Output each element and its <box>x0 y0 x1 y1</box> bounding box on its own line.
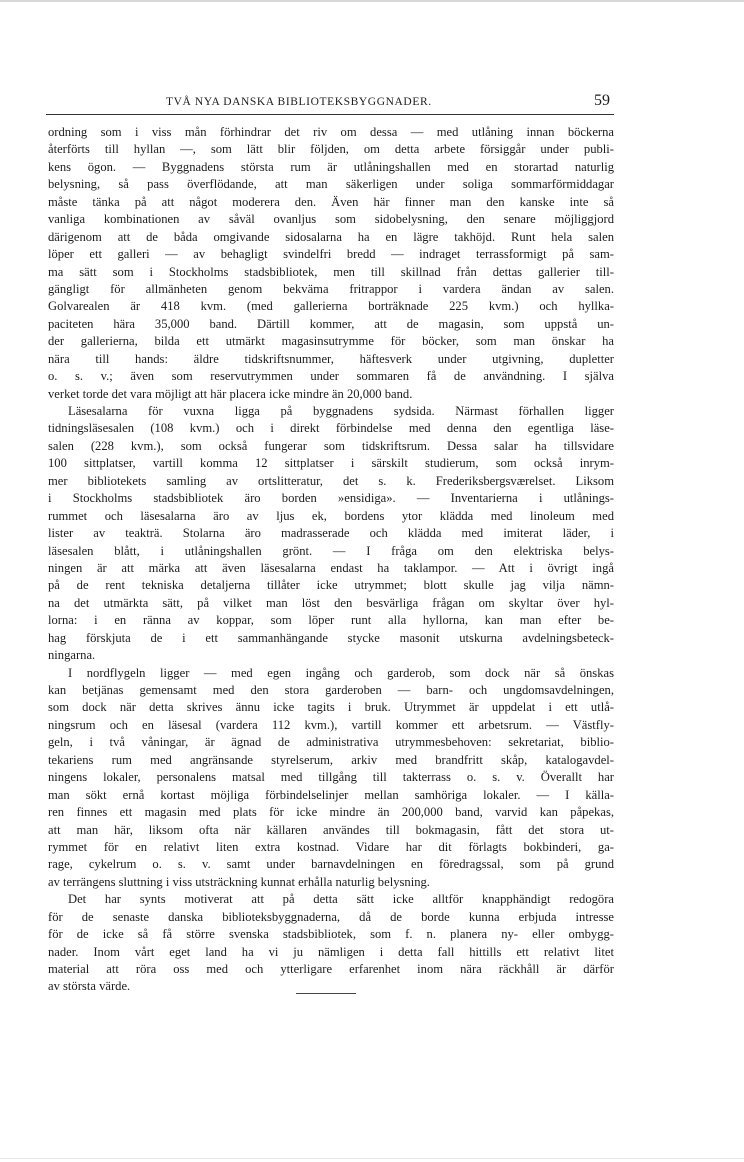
text-line: ren finnes ett magasin med plats för icke mindre än 200,000 band, varvid kan påpekas, <box>48 805 614 820</box>
text-line: för de senaste danska biblioteksbyggnaderna, då de borde kunna erbjuda intresse <box>48 909 614 924</box>
text-line: att man här, liksom ofta när källaren användes till bokmagasin, fått det stora ut- <box>48 822 614 837</box>
text-line: som dock när detta skrives ännu icke tagits i bruk. Utrymmet är uppdelat i ett utlå- <box>48 700 614 715</box>
text-line: på de rent tekniska detaljerna tillåter icke utrymmet; blott skulle jag vilja nämn- <box>48 578 614 593</box>
text-line: i Stockholms stadsbibliotek äro borden »ensidiga». — Inventarierna i utlånings- <box>48 491 614 506</box>
text-line: rymmet för en relativt liten extra kostnad. Vidare har dit förlagts bokbinderi, ga- <box>48 839 614 854</box>
text-line: tekariens rum med angränsande styrelserum, arkiv med brandfritt skåp, katalogavdel- <box>48 752 614 767</box>
text-line: ningens lokaler, personalens matsal med tillgång till takterrass o. s. v. Överallt har <box>48 770 614 785</box>
text-line: läsesalen blått, i utlåningshallen grönt. — I fråga om den elektriska belys- <box>48 543 614 558</box>
text-line: Det har synts motiverat att på detta sätt icke alltför knapphändigt redogöra <box>68 892 614 907</box>
page-number: 59 <box>594 92 610 109</box>
text-line: 100 sittplatser, vartill komma 12 sittplatser i särskilt studierum, som också inrym- <box>48 456 614 471</box>
text-line: belysning, så pass överflödande, att man säkerligen under soliga sommarförmiddagar <box>48 177 614 192</box>
text-line: geln, i två våningar, är ägnad de administrativa utrymmesbehoven: sekretariat, biblio- <box>48 735 614 750</box>
text-line: ma sätt som i Stockholms stadsbibliotek, men till skillnad från dettas gallerier till- <box>48 264 614 279</box>
text-line: man sökt ernå kortast möjliga förbindelselinjer mellan samhöriga lokaler. — I källa- <box>48 787 614 802</box>
text-line: vanliga kombinationen av såväl ovanljus som sidobelysning, den senare möjliggjord <box>48 212 614 227</box>
text-line: gängligt för allmänheten genom bekväma fritrappor i vardera ändan av salen. <box>48 281 614 296</box>
page-header <box>46 92 614 116</box>
text-line: löper ett galleri — av behagligt svindelfri bredd — indraget terrassformigt på sam- <box>48 247 614 262</box>
text-line: kan betjänas gemensamt med den stora garderoben — barn- och ungdomsavdelningen, <box>48 683 614 697</box>
running-title: TVÅ NYA DANSKA BIBLIOTEKSBYGGNADER. <box>166 96 432 108</box>
text-line: mer bibliotekets samling av ortslitteratur, det s. k. Frederiksbergsværelset. Liksom <box>48 473 614 488</box>
text-line: Golvarealen är 418 kvm. (med gallerierna borträknade 225 kvm.) och hyllka- <box>48 299 614 314</box>
text-line: ningarna. <box>48 648 96 663</box>
text-line: nära till hands: äldre tidskriftsnummer, häftesverk under utgivning, dupletter <box>48 351 614 366</box>
text-line: ningen är att märka att även läsesalarna endast ha taklampor. — Att i övrigt ingå <box>48 560 614 575</box>
text-line: lorna: i en ränna av koppar, som löper runt alla hyllorna, kan man efter be- <box>48 613 614 628</box>
text-line: kens ögon. — Byggnadens största rum är utlåningshallen med en storartad naturlig <box>48 159 614 174</box>
text-line: hag förskjuta de i ett sammanhängande stycke masonit utskurna avdelningsbeteck- <box>48 630 614 645</box>
scan-edge-bottom <box>0 1158 744 1159</box>
text-line: I nordflygeln ligger — med egen ingång och garderob, som dock när så önskas <box>68 665 614 680</box>
text-line: verket torde det vara möjligt att här placera icke mindre än 20,000 band. <box>48 386 413 401</box>
text-line: paciteten härа 35,000 band. Därtill kommer, att de magasin, som uppstå un- <box>48 316 614 331</box>
text-line: Läsesalarna för vuxna ligga på byggnadens sydsida. Närmast förhallen ligger <box>68 404 614 418</box>
header-rule <box>46 114 614 115</box>
text-line: återförts till hyllan —, som lätt blir följden, om detta arbete försiggår under publi- <box>48 142 614 157</box>
text-line: av största värde. <box>48 979 131 994</box>
text-line: salen (228 kvm.), som också fungerar som tidskriftsrum. Dessa salar ha tillsvidare <box>48 438 614 453</box>
text-line: därigenom att de båda omgivande sidosalarna ha en lägre takhöjd. Runt hela salen <box>48 229 614 244</box>
text-line: ordning som i viss mån förhindrar det riv om dessa — med utlåning innan böckerna <box>48 125 614 139</box>
text-line: o. s. v.; även som reservutrymmen under sommaren få de användning. I själva <box>48 369 614 384</box>
scan-edge-top <box>0 0 744 2</box>
text-line: tidningsläsesalen (108 kvm.) och i direkt förbindelse med denna den egentliga läse- <box>48 421 614 436</box>
text-line: ningsrum och en läsesal (vardera 112 kvm.), vartill kommer ett arbetsrum. — Västfly- <box>48 717 614 732</box>
article-text <box>48 124 614 996</box>
text-line: rummet och läsesalarna äro av ljus ek, bordens ytor klädda med linoleum med <box>48 508 614 523</box>
text-line: na det utmärkta sätt, på vilket man löst den besvärliga frågan om skyltar över hyl- <box>48 595 614 610</box>
text-line: nader. Inom vårt eget land ha vi ju nämligen i detta fall hittills ett relativt litet <box>48 944 614 959</box>
text-line: rage, cykelrum o. s. v. samt under barnavdelningen en föredragssal, som på grund <box>48 857 614 872</box>
text-line: måste tänka på att något moderera den. Även här finner man den kanske inte så <box>48 194 614 209</box>
text-line: material att röra oss med och ytterligare erfarenhet inom nära räckhåll är därför <box>48 962 614 976</box>
text-line: för de icke så få större svenska stadsbibliotek, som f. n. planera ny- eller ombygg- <box>48 927 614 942</box>
text-line: der gallerierna, bilda ett utmärkt magasinsutrymme för böcker, som man önskar ha <box>48 334 614 349</box>
text-line: lister av teakträ. Stolarna äro madrasserade och klädda med imiterat läder, i <box>48 526 614 541</box>
end-rule <box>296 993 356 994</box>
text-line: av terrängens sluttning i viss utsträckning kunnat erhålla naturlig belysning. <box>48 874 430 889</box>
